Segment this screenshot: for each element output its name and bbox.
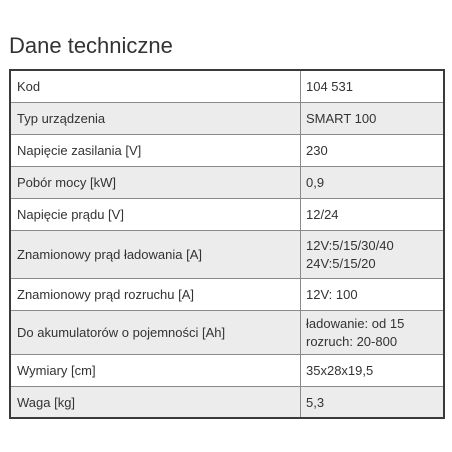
row-value-supply-voltage: 230 xyxy=(301,135,445,167)
charging-current-line-1: 12V:5/15/30/40 xyxy=(306,237,394,253)
table-row xyxy=(10,70,444,103)
row-label-power-consumption: Pobór mocy [kW] xyxy=(10,167,301,199)
table-row xyxy=(10,311,444,355)
row-label-dimensions: Wymiary [cm] xyxy=(10,355,301,387)
row-value-current-voltage: 12/24 xyxy=(301,199,445,231)
row-value-code: 104 531 xyxy=(301,70,445,103)
row-label-code: Kod xyxy=(10,70,301,103)
table-row xyxy=(10,355,444,387)
row-label-charging-current: Znamionowy prąd ładowania [A] xyxy=(10,231,301,279)
row-value-battery-capacity xyxy=(301,311,445,355)
table-row xyxy=(10,167,444,199)
row-label-supply-voltage: Napięcie zasilania [V] xyxy=(10,135,301,167)
battery-capacity-line-2: rozruch: 20-800 xyxy=(306,333,398,349)
table-row xyxy=(10,135,444,167)
row-label-weight: Waga [kg] xyxy=(10,387,301,419)
table-row xyxy=(10,231,444,279)
row-value-dimensions: 35x28x19,5 xyxy=(301,355,445,387)
technical-data-table xyxy=(9,69,445,419)
row-value-device-type: SMART 100 xyxy=(301,103,445,135)
row-label-current-voltage: Napięcie prądu [V] xyxy=(10,199,301,231)
table-row xyxy=(10,199,444,231)
row-value-starting-current: 12V: 100 xyxy=(301,279,445,311)
row-label-starting-current: Znamionowy prąd rozruchu [A] xyxy=(10,279,301,311)
row-label-device-type: Typ urządzenia xyxy=(10,103,301,135)
table-row xyxy=(10,103,444,135)
row-value-weight: 5,3 xyxy=(301,387,445,419)
table-row xyxy=(10,279,444,311)
row-value-power-consumption: 0,9 xyxy=(301,167,445,199)
row-value-charging-current xyxy=(301,231,445,279)
row-label-battery-capacity: Do akumulatorów o pojemności [Ah] xyxy=(10,311,301,355)
charging-current-line-2: 24V:5/15/20 xyxy=(306,255,376,271)
table-row xyxy=(10,387,444,419)
section-title: Dane techniczne xyxy=(9,33,173,58)
battery-capacity-line-1: ładowanie: od 15 xyxy=(306,315,405,331)
